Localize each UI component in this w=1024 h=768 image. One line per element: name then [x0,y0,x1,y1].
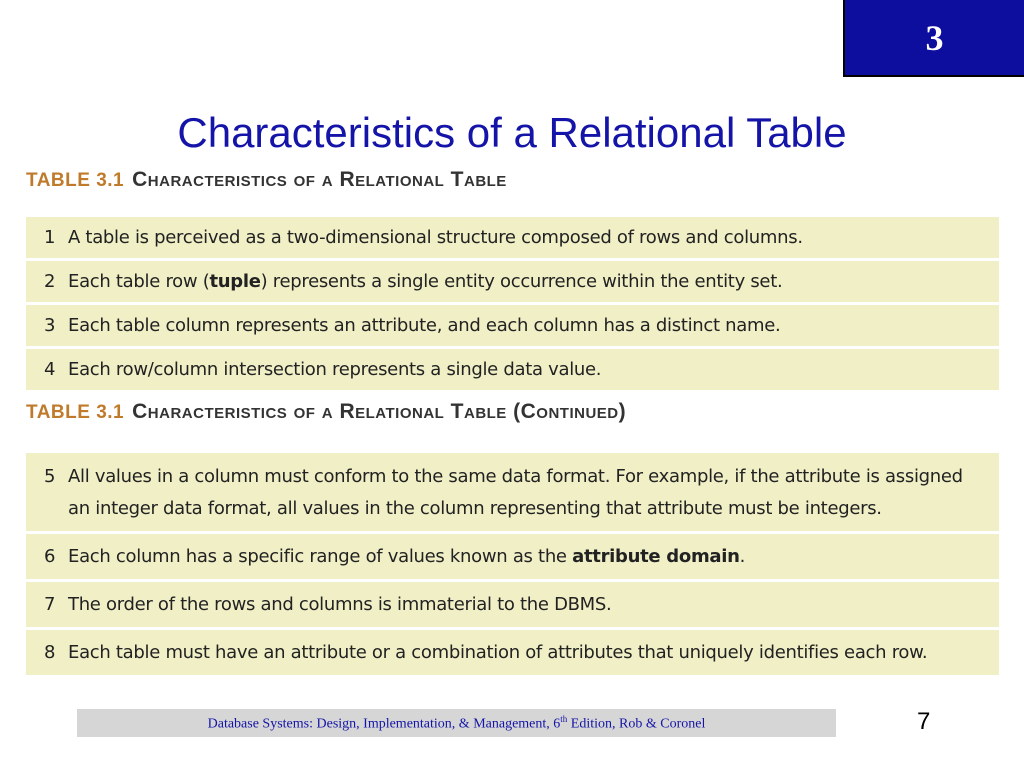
row-text: A table is perceived as a two-dimensional structure composed of rows and columns. [68,227,803,248]
row-text: Each column has a specific range of values known as the attribute domain. [68,546,746,567]
characteristics-table-part-2 [26,453,999,675]
row-text: Each table column represents an attribute, and each column has a distinct name. [68,315,781,336]
bold-term: tuple [209,271,261,292]
table-name: Characteristics of a Relational Table [132,168,507,191]
chapter-number-box [843,0,1024,77]
row-number: 1 [44,227,56,248]
row-number: 5 [44,466,56,487]
row-number: 6 [44,546,56,567]
row-number: 7 [44,594,56,615]
row-text: Each table must have an attribute or a combination of attributes that uniquely identifies each row. [68,642,928,663]
row-number: 2 [44,271,56,292]
row-text: The order of the rows and columns is immaterial to the DBMS. [68,594,612,615]
table-number: TABLE 3.1 [26,170,125,191]
footer-citation [77,709,836,737]
footer-text: Database Systems: Design, Implementation, & Management, 6th Edition, Rob & Coronel [207,713,706,732]
table-row [26,582,999,627]
table-row [26,534,999,579]
row-number: 4 [44,359,56,380]
chapter-number: 3 [925,17,944,58]
table-name-continued: Characteristics of a Relational Table (Continued) [132,400,627,423]
table-row [26,261,999,302]
table-heading-continued [26,400,626,424]
row-text: Each table row (tuple) represents a single entity occurrence within the entity set. [68,271,783,292]
table-number: TABLE 3.1 [26,402,125,423]
table-row [26,453,999,531]
row-number: 3 [44,315,56,336]
bold-term: attribute domain [572,546,740,567]
characteristics-table-part-1 [26,217,999,390]
table-row [26,217,999,258]
row-number: 8 [44,642,56,663]
slide-title: Characteristics of a Relational Table [177,109,847,156]
row-text: Each row/column intersection represents a single data value. [68,359,602,380]
table-row [26,349,999,390]
table-row [26,630,999,675]
table-heading [26,168,507,192]
row-text: All values in a column must conform to the same data format. For example, if the attribute is assigned an integer data format, all values in the column representing that attribute must be integers. [68,466,963,519]
table-row [26,305,999,346]
page-number: 7 [917,708,931,735]
